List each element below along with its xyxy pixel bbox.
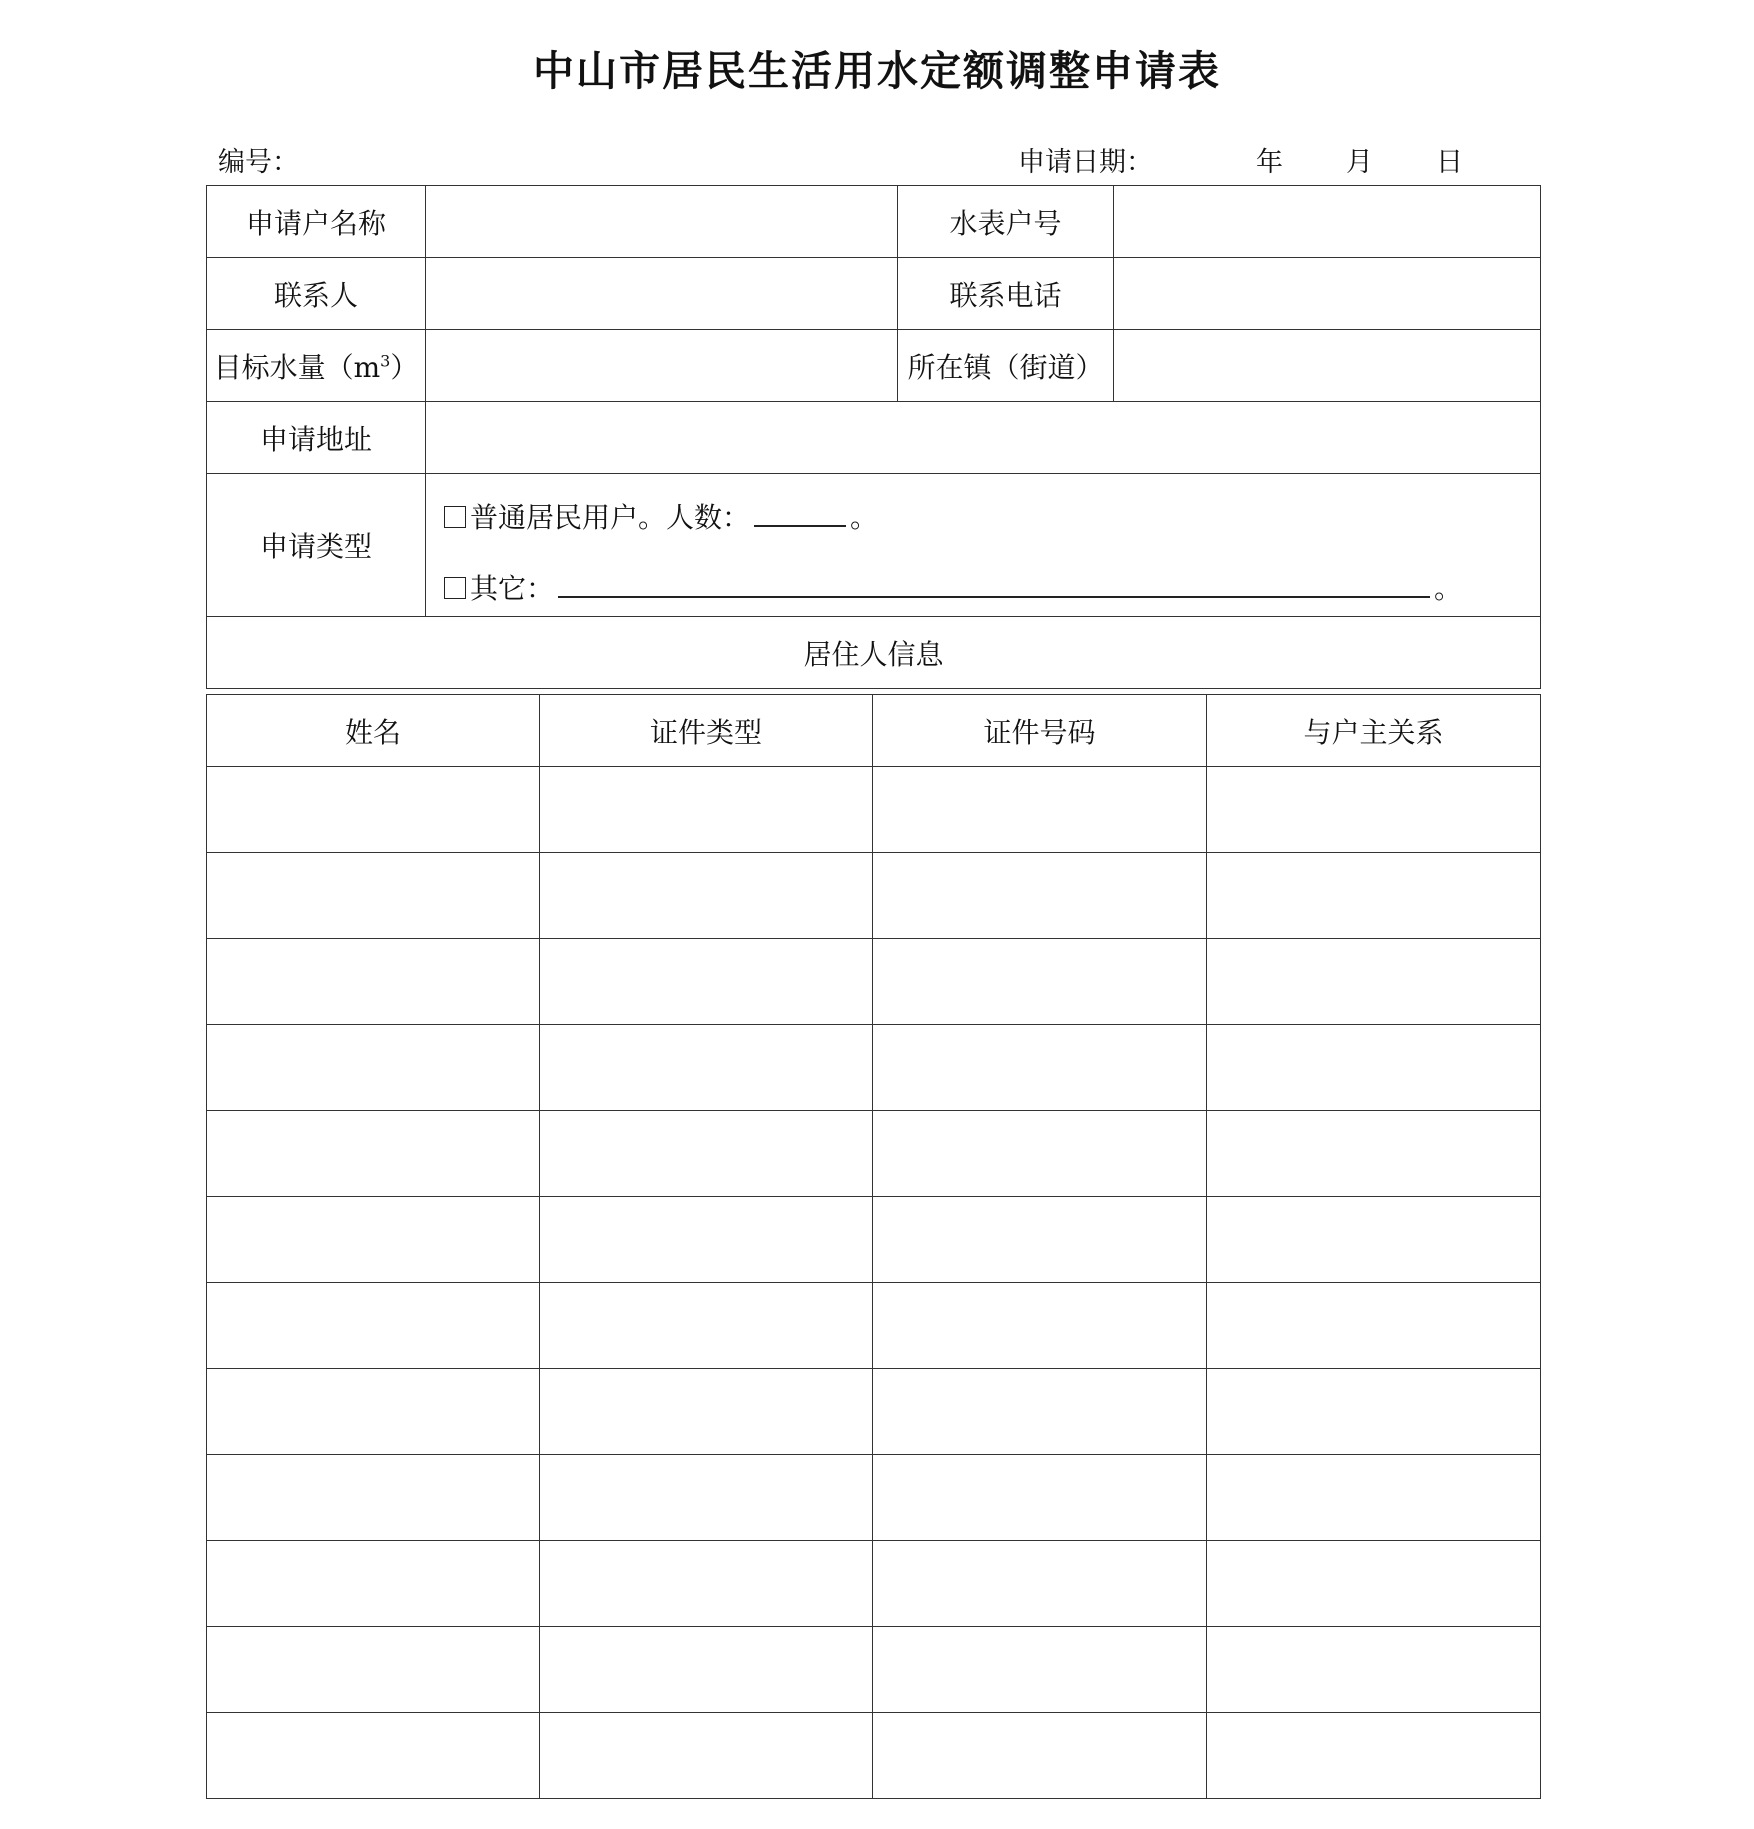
name-cell[interactable] — [207, 1025, 540, 1111]
id-type-cell[interactable] — [540, 1455, 873, 1541]
year-label: 年 — [1256, 147, 1283, 178]
id-number-cell[interactable] — [873, 1197, 1207, 1283]
applicant-name-label: 申请户名称 — [207, 186, 426, 258]
id-type-cell[interactable] — [540, 853, 873, 939]
relationship-cell[interactable] — [1207, 1713, 1541, 1799]
other-checkbox[interactable] — [444, 577, 466, 599]
residents-section-title: 居住人信息 — [207, 617, 1541, 689]
date-label: 申请日期： — [1018, 147, 1153, 178]
table-row — [207, 767, 1541, 853]
residents-header-row — [207, 695, 1541, 767]
form-row — [207, 402, 1541, 474]
ordinary-checkbox[interactable] — [444, 506, 466, 528]
ordinary-option-end: 。 — [850, 501, 879, 534]
month-label: 月 — [1346, 147, 1373, 178]
contact-label: 联系人 — [207, 258, 426, 330]
id-type-cell[interactable] — [540, 939, 873, 1025]
table-row — [207, 1197, 1541, 1283]
form-row — [207, 474, 1541, 617]
form-row — [207, 330, 1541, 402]
people-count-blank[interactable] — [754, 499, 846, 527]
ordinary-option — [444, 496, 878, 536]
table-row — [207, 1455, 1541, 1541]
meter-number-field[interactable] — [1114, 186, 1541, 258]
column-header-id-type: 证件类型 — [540, 695, 873, 767]
relationship-cell[interactable] — [1207, 1111, 1541, 1197]
id-type-cell[interactable] — [540, 1627, 873, 1713]
id-type-cell[interactable] — [540, 1197, 873, 1283]
table-row — [207, 1369, 1541, 1455]
table-row — [207, 853, 1541, 939]
phone-field[interactable] — [1114, 258, 1541, 330]
form-row — [207, 617, 1541, 689]
target-water-paren: ） — [390, 350, 419, 384]
id-type-cell[interactable] — [540, 767, 873, 853]
town-label: 所在镇（街道） — [898, 330, 1114, 402]
table-row — [207, 1025, 1541, 1111]
form-title: 中山市居民生活用水定额调整申请表 — [533, 47, 1221, 95]
id-number-cell[interactable] — [873, 1111, 1207, 1197]
day-label: 日 — [1436, 147, 1463, 178]
id-number-cell[interactable] — [873, 767, 1207, 853]
target-water-label — [207, 330, 426, 402]
name-cell[interactable] — [207, 767, 540, 853]
relationship-cell[interactable] — [1207, 853, 1541, 939]
name-cell[interactable] — [207, 853, 540, 939]
name-cell[interactable] — [207, 1197, 540, 1283]
name-cell[interactable] — [207, 1283, 540, 1369]
relationship-cell[interactable] — [1207, 1369, 1541, 1455]
id-number-cell[interactable] — [873, 853, 1207, 939]
relationship-cell[interactable] — [1207, 1541, 1541, 1627]
id-number-cell[interactable] — [873, 1713, 1207, 1799]
address-field[interactable] — [426, 402, 1541, 474]
number-label: 编号： — [218, 147, 299, 178]
other-option-label: 其它： — [470, 572, 555, 605]
name-cell[interactable] — [207, 1713, 540, 1799]
name-cell[interactable] — [207, 1455, 540, 1541]
relationship-cell[interactable] — [1207, 1197, 1541, 1283]
id-type-cell[interactable] — [540, 1541, 873, 1627]
column-header-name: 姓名 — [207, 695, 540, 767]
id-type-cell[interactable] — [540, 1369, 873, 1455]
residents-table — [206, 694, 1541, 1799]
relationship-cell[interactable] — [1207, 1283, 1541, 1369]
meter-number-label: 水表户号 — [898, 186, 1114, 258]
phone-label: 联系电话 — [898, 258, 1114, 330]
id-number-cell[interactable] — [873, 1025, 1207, 1111]
id-number-cell[interactable] — [873, 939, 1207, 1025]
relationship-cell[interactable] — [1207, 939, 1541, 1025]
form-row — [207, 258, 1541, 330]
applicant-name-field[interactable] — [426, 186, 898, 258]
id-number-cell[interactable] — [873, 1369, 1207, 1455]
table-row — [207, 1283, 1541, 1369]
id-type-cell[interactable] — [540, 1111, 873, 1197]
relationship-cell[interactable] — [1207, 1627, 1541, 1713]
id-number-cell[interactable] — [873, 1283, 1207, 1369]
relationship-cell[interactable] — [1207, 767, 1541, 853]
address-label: 申请地址 — [207, 402, 426, 474]
name-cell[interactable] — [207, 939, 540, 1025]
other-option — [444, 567, 1462, 607]
relationship-cell[interactable] — [1207, 1455, 1541, 1541]
name-cell[interactable] — [207, 1111, 540, 1197]
type-options — [426, 474, 1541, 617]
contact-field[interactable] — [426, 258, 898, 330]
id-number-cell[interactable] — [873, 1627, 1207, 1713]
column-header-relationship: 与户主关系 — [1207, 695, 1541, 767]
form-row — [207, 186, 1541, 258]
id-type-cell[interactable] — [540, 1713, 873, 1799]
table-row — [207, 939, 1541, 1025]
column-header-id-number: 证件号码 — [873, 695, 1207, 767]
other-description-blank[interactable] — [558, 570, 1430, 598]
table-row — [207, 1627, 1541, 1713]
id-number-cell[interactable] — [873, 1541, 1207, 1627]
cubic-superscript: 3 — [380, 351, 391, 371]
id-type-cell[interactable] — [540, 1025, 873, 1111]
ordinary-option-label: 普通居民用户。人数： — [470, 501, 751, 534]
target-water-text: 目标水量（m — [213, 350, 381, 384]
relationship-cell[interactable] — [1207, 1025, 1541, 1111]
other-option-end: 。 — [1434, 572, 1463, 605]
target-water-field[interactable] — [426, 330, 898, 402]
town-field[interactable] — [1114, 330, 1541, 402]
name-cell[interactable] — [207, 1541, 540, 1627]
table-row — [207, 1541, 1541, 1627]
name-cell[interactable] — [207, 1627, 540, 1713]
table-row — [207, 1111, 1541, 1197]
table-row — [207, 1713, 1541, 1799]
application-form-table — [206, 185, 1541, 689]
id-type-cell[interactable] — [540, 1283, 873, 1369]
type-label: 申请类型 — [207, 474, 426, 617]
name-cell[interactable] — [207, 1369, 540, 1455]
id-number-cell[interactable] — [873, 1455, 1207, 1541]
